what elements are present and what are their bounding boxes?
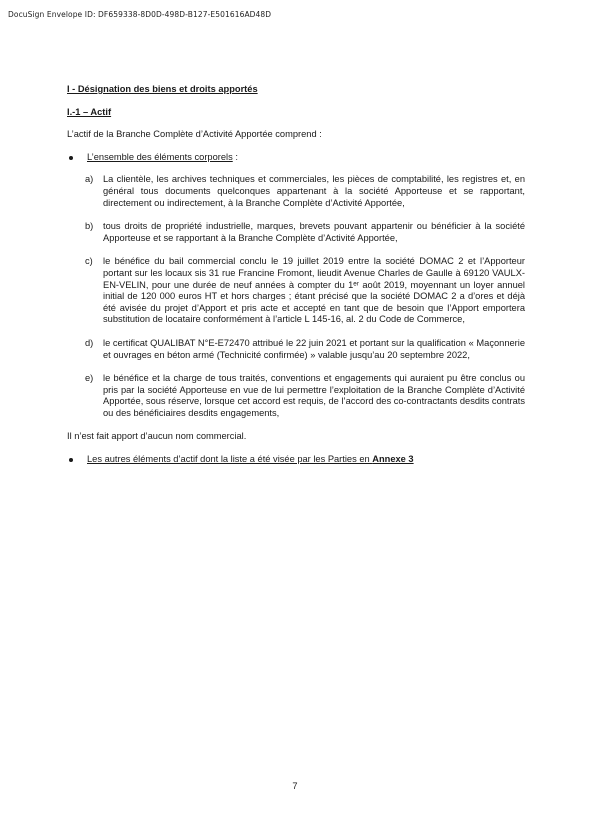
item-marker: d): [85, 337, 94, 348]
bullet-dot-icon: [69, 156, 73, 160]
item-text: le bénéfice et la charge de tous traités, conventions et engagements qui auraient pu être conclus ou pris par la société Apporteuse en vue de lui permettre l’exploitation de la Branche Complète d’Activité Apportée, sous réserve, lorsque cet accord est requis, de l’accord des co-contractants desdits contrats ou des bénéficiaires desdits engagements,: [103, 373, 525, 418]
list-item: [67, 221, 525, 244]
item-list: [67, 174, 525, 419]
subsection-title: I.-1 – Actif: [67, 106, 112, 117]
bullet-corporels-text: L’ensemble des éléments corporels: [87, 151, 233, 162]
list-item: [67, 256, 525, 326]
bullet-autres-elements: [67, 454, 525, 466]
item-marker: c): [85, 256, 93, 267]
bullet-dot-icon: [69, 458, 73, 462]
list-item: [67, 174, 525, 209]
item-text: La clientèle, les archives techniques et commerciales, les pièces de comptabilité, les registres et, en général tous documents quelconques appartenant à la société Apporteuse et se rapportant, directement ou indirectement, à la Branche Complète d’Activité Apportée,: [103, 174, 525, 208]
bullet-corporels: [67, 152, 525, 164]
bullet-corporels-suffix: :: [232, 151, 238, 162]
page-number: 7: [292, 781, 298, 791]
no-commercial-name-paragraph: Il n’est fait apport d’aucun nom commercial.: [67, 431, 247, 442]
section-title: I - Désignation des biens et droits apportés: [67, 84, 258, 94]
item-text: tous droits de propriété industrielle, marques, brevets pouvant appartenir ou bénéficier à la société Apporteuse et se rapportant à la Branche Complète d’Activité Apportée,: [103, 221, 525, 243]
item-marker: e): [85, 373, 94, 384]
intro-paragraph: L’actif de la Branche Complète d’Activité Apportée comprend :: [67, 129, 322, 140]
item-text: le certificat QUALIBAT N°E-E72470 attribué le 22 juin 2021 et portant sur la qualification « Maçonnerie et ouvrages en béton armé (Technicité confirmée) » valable jusqu’au 20 septembre 2022,: [103, 337, 525, 360]
list-item: [67, 338, 525, 361]
bullet-autres-text: [87, 454, 414, 464]
bullet-autres-label: Les autres éléments d’actif dont la liste a été visée par les Parties en: [87, 454, 373, 465]
list-item: [67, 373, 525, 419]
item-marker: a): [85, 174, 94, 185]
envelope-id: DocuSign Envelope ID: DF659338-8D0D-498D-B127-E501616AD48D: [8, 10, 272, 19]
item-marker: b): [85, 221, 94, 232]
document-body: [67, 84, 525, 477]
annex-reference: Annexe 3: [372, 454, 414, 465]
item-text: le bénéfice du bail commercial conclu le 19 juillet 2019 entre la société DOMAC 2 et l’Apporteur portant sur les locaux sis 31 rue Francine Fromont, lieudit Avenue Charles de Gaulle à 69120 VAULX-EN-VELIN, pour une durée de neuf années à compter du 1ᵉʳ août 2019, moyennant un loyer annuel initial de 120 000 euros HT et hors charges ; étant précisé que la société DOMAC 2 a d’ores et déjà été avisée du projet d’Apport et pris acte et accepté en tant que de besoin que l’Apport emportera substitution de locataire conformément à l’article L 145-16, al. 2 du Code de Commerce,: [103, 256, 525, 325]
